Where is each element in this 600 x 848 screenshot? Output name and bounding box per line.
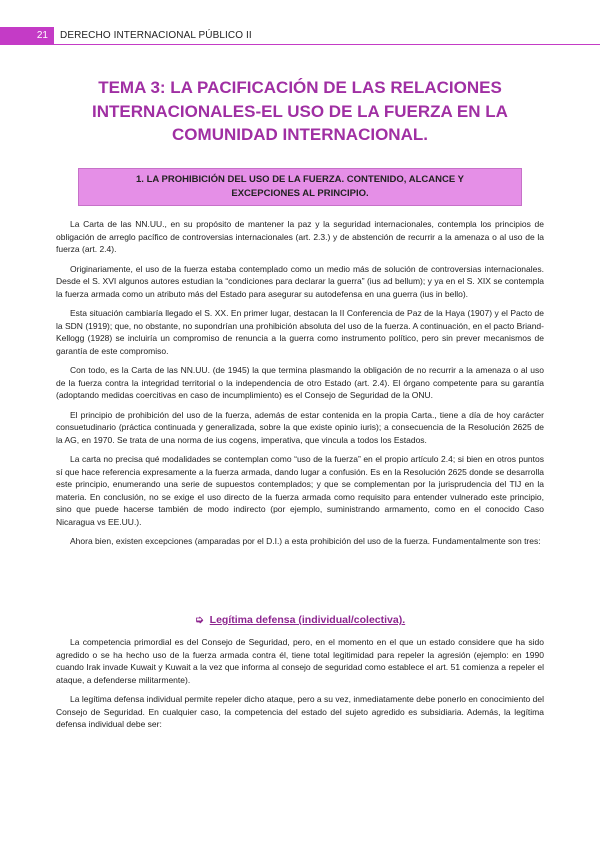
section-heading-box (78, 168, 522, 206)
paragraph: Esta situación cambiaría llegado el S. XX. En primer lugar, destacan la II Conferencia de Paz de la Haya (1907) y el Pacto de la SDN (1919); que, no obstante, no supondrían una prohibición absoluta del uso de la fuerza. A continuación, en el pacto Briand-Kellogg (1928) se incluiría un compromiso de renuncia a la guerra como instrumento político, pero sin prever mecanismos de garantía de este compromiso. (56, 308, 544, 356)
paragraph: La carta no precisa qué modalidades se contemplan como “uso de la fuerza” en el propio artículo 2.4; si bien en otros puntos sí que hace referencia expresamente a la fuerza armada, dando lugar a confusión. Es en la Resolución 2625 donde se desarrolla este principio, enumerando una serie de supuestos contemplados; y que se complementan por la jurisprudencia del TIJ en la materia. En conclusión, no se exige el uso directo de la fuerza armada como requisito para entender vulnerado este principio, sino que puede hacerse también de modo indirecto (por ejemplo, suministrando armamento, como en el conocido Caso Nicaragua vs EE.UU.). (56, 454, 544, 527)
paragraph: La Carta de las NN.UU., en su propósito de mantener la paz y la seguridad internacionales, contempla los principios de obligación de arreglo pacífico de controversias internacionales (art. 2.3.) y de abstención de recurrir a la amenaza o al uso de la fuerza (art. 2.4). (56, 219, 544, 254)
subheading-label: Legítima defensa (individual/colectiva). (209, 614, 406, 626)
page-header (0, 27, 600, 45)
arrow-icon: ➭ (194, 614, 204, 626)
subheading (0, 614, 600, 626)
paragraph: La competencia primordial es del Consejo de Seguridad, pero, en el momento en el que un estado considere que ha sido agredido o se ha hecho uso de la fuerza armada contra él, tiene total legitimidad para repeler la agresión (ejemplo: en 1990 cuando Irak invade Kuwait y Kuwait a la vez que informa al consejo de seguridad como establece el art. 51 comienza a repeler el ataque, a defenderse militarmente). (56, 637, 544, 685)
topic-title: TEMA 3: LA PACIFICACIÓN DE LAS RELACIONES INTERNACIONALES-EL USO DE LA FUERZA EN LA COMUNIDAD INTERNACIONAL. (92, 78, 508, 144)
body-text (56, 218, 544, 555)
paragraph: Ahora bien, existen excepciones (amparadas por el D.I.) a esta prohibición del uso de la fuerza. Fundamentalmente son tres: (70, 536, 541, 546)
page-number: 21 (0, 27, 54, 45)
body-text-2 (56, 636, 544, 738)
section-heading-line1: 1. LA PROHIBICIÓN DEL USO DE LA FUERZA. CONTENIDO, ALCANCE Y (136, 174, 464, 185)
paragraph: El principio de prohibición del uso de la fuerza, además de estar contenida en la propia Carta., tiene a día de hoy carácter consuetudinario (práctica continuada y generalizada, sobre la que existe opinio iuris); a consecuencia de la Resolución 2625 de la AG, en 1970. Se trata de una norma de ius cogens, imperativa, que vincula a todos los Estados. (56, 409, 544, 445)
header-title: DERECHO INTERNACIONAL PÚBLICO II (60, 30, 252, 41)
header-rule (54, 44, 600, 45)
paragraph: La legítima defensa individual permite repeler dicho ataque, pero a su vez, inmediatamente debe ponerlo en conocimiento del Consejo de Seguridad. En cualquier caso, la competencia del estado del sujeto agredido es subsidiaria. Además, la legítima defensa individual debe ser: (56, 694, 544, 729)
paragraph: Originariamente, el uso de la fuerza estaba contemplado como un medio más de solución de controversias internacionales. Desde el S. XVI algunos autores estudian la “condiciones para declarar la guerra” (ius ad bellum); y ya en el S. XIX se contempla la fuerza armada como un atributo más del Estado para asegurar su autodefensa en una guerra (ius in bello). (56, 263, 544, 299)
paragraph: Con todo, es la Carta de las NN.UU. (de 1945) la que termina plasmando la obligación de no recurrir a la amenaza o al uso de la fuerza contra la integridad territorial o la independencia de otro Estado (art. 2.4). El órgano competente para su garantía (adoptando medidas coercitivas en caso de incumplimiento) es el Consejo de Seguridad de la ONU. (56, 365, 544, 400)
section-heading-line2: EXCEPCIONES AL PRINCIPIO. (231, 188, 369, 199)
